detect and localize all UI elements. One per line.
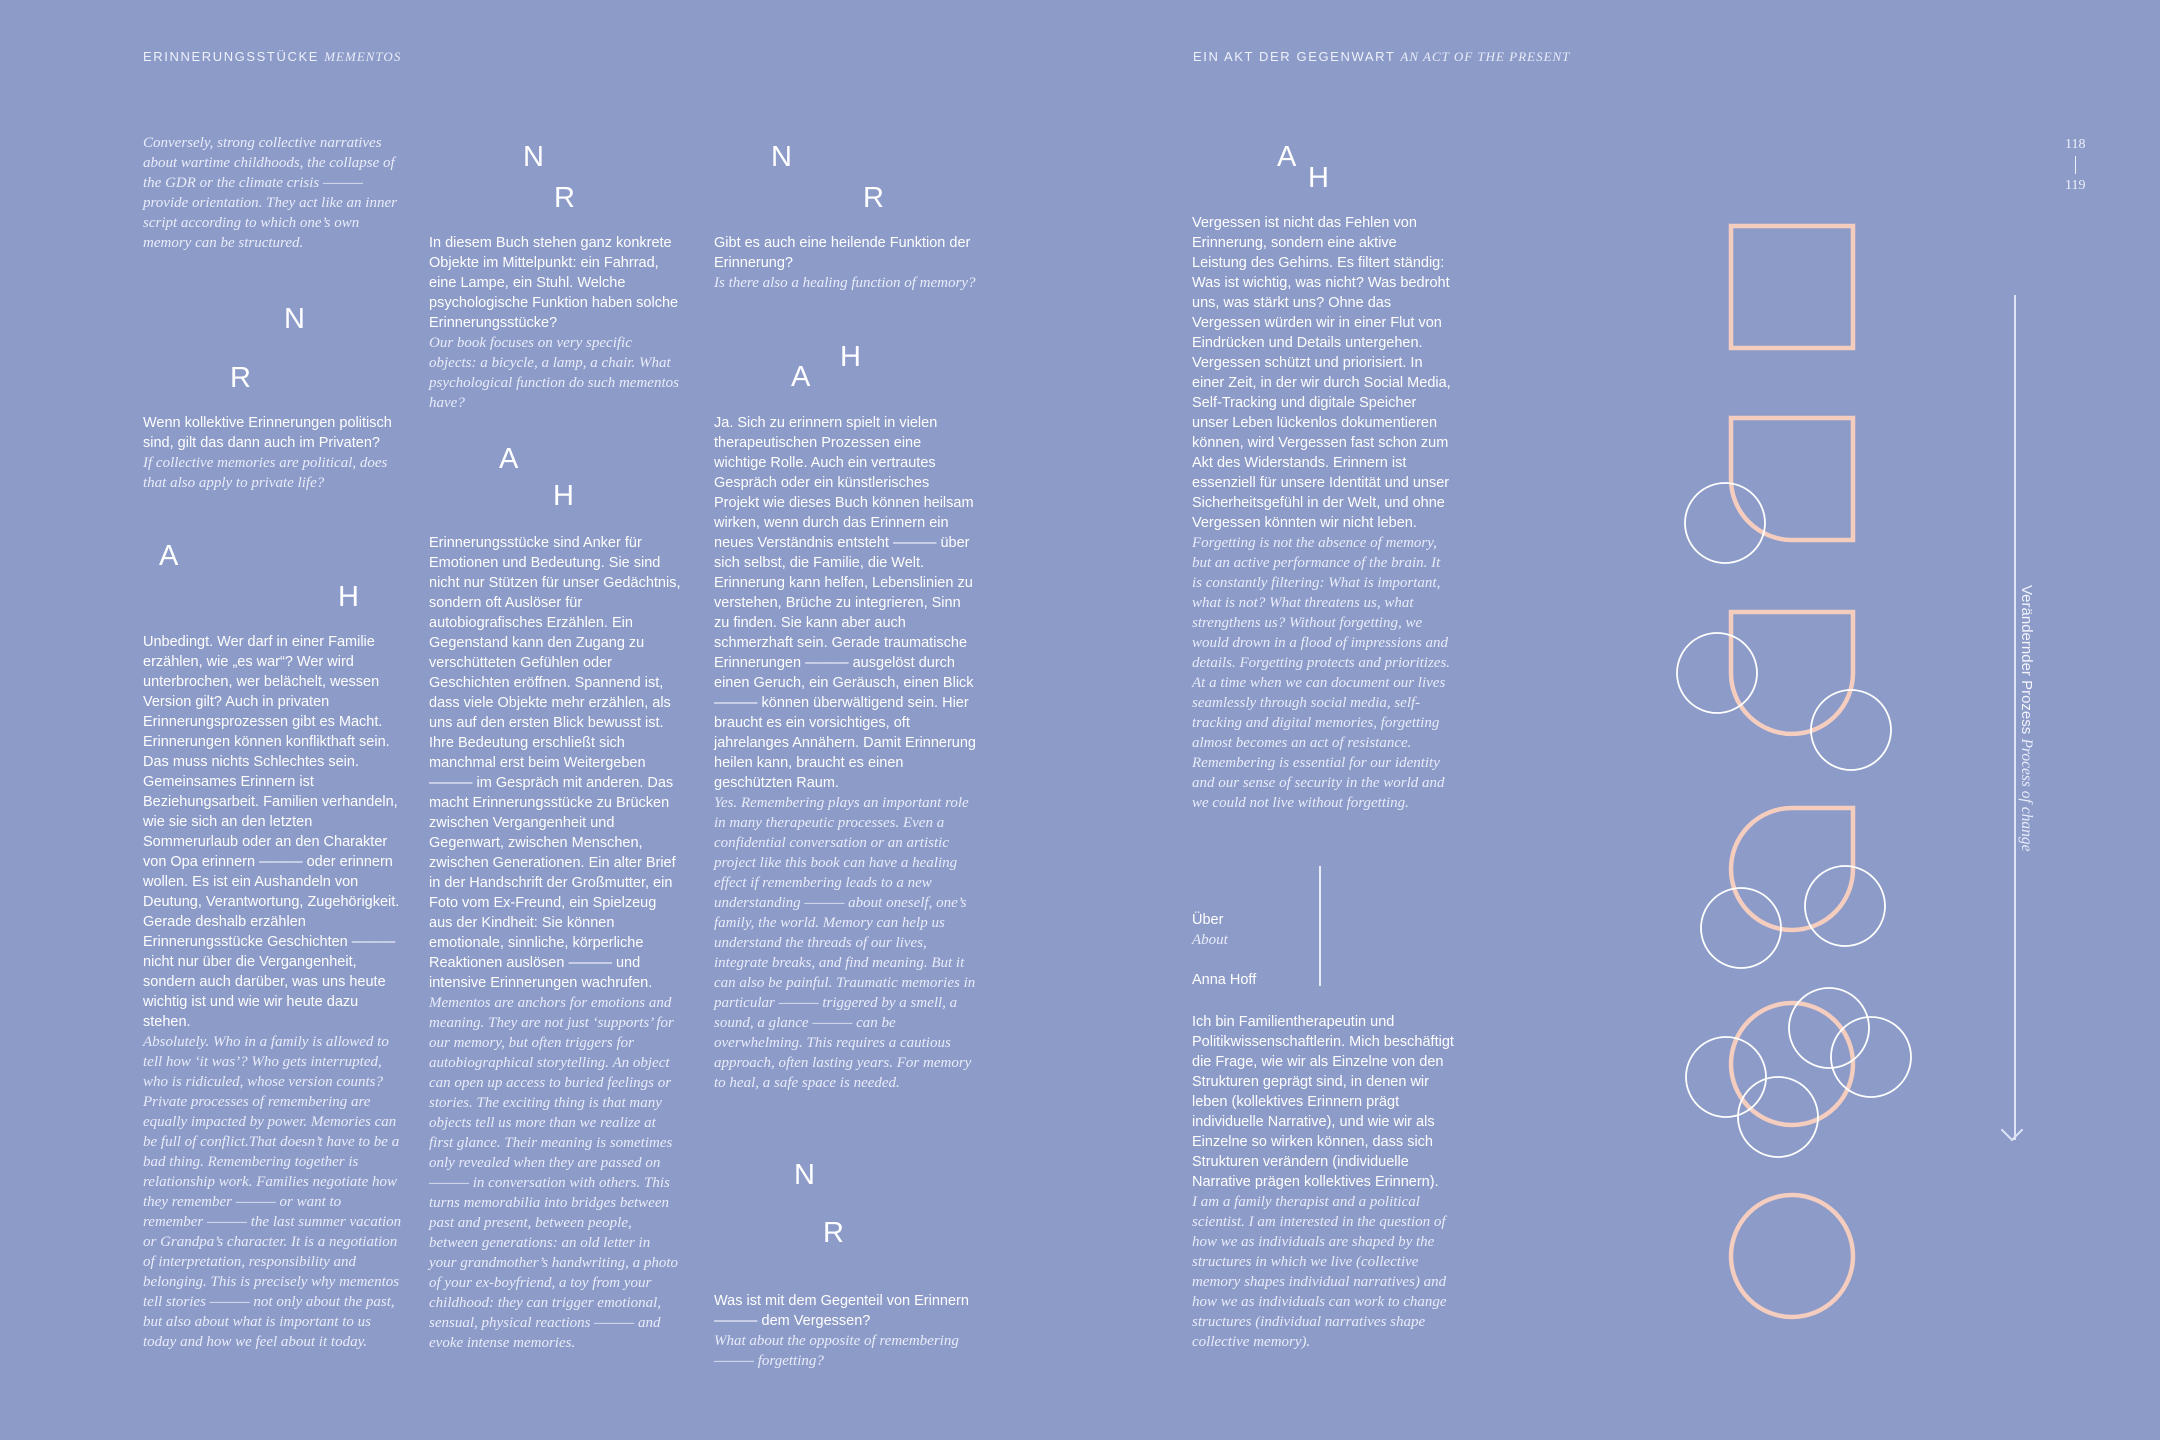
circle-outline [1811, 690, 1891, 770]
answer-de: Erinnerungsstücke sind Anker für Emotionen und Bedeutung. Sie sind nicht nur Stützen für unser Gedächtnis, sondern oft Auslöser für autobiografisches Erzählen. Ein Gegenstand kann den Zugang zu verschütteten Gefühlen oder Geschichten eröffnen. Spannend ist, dass viele Objekte mehr erzählen, als uns auf den ersten Blick bewusst ist. Ihre Bedeutung erschließt sich manchmal erst beim Weitergeben ——— im Gespräch mit anderen. Das macht Erinnerungsstücke zu Brücken zwischen Vergangenheit und Gegenwart, zwischen Menschen, zwischen Generationen. Ein alter Brief in der Handschrift der Großmutter, ein Foto vom Ex-Freund, ein Spielzeug aus der Kindheit: Sie können emotionale, sinnliche, körperliche Reaktionen auslösen ——— und intensive Erinnerungen wachrufen. [429, 535, 681, 991]
question-de: In diesem Buch stehen ganz konkrete Objekte im Mittelpunkt: ein Fahrrad, eine Lampe, ein Stuhl. Welche psychologische Funktion haben solche Erinnerungsstücke? [429, 235, 679, 331]
stage-half-round-shape [1731, 612, 1853, 734]
circle-outline [1831, 1017, 1911, 1097]
circle-outline [1738, 1077, 1818, 1157]
about-label-de: Über [1192, 912, 1224, 928]
letter-a: A [1277, 141, 1297, 173]
letter-n: N [794, 1159, 815, 1191]
intro-text-en: Conversely, strong collective narratives about wartime childhoods, the collapse of the GDR or the climate crisis ——— provide orientation. They act like an inner script according to which one’s own memory can be structured. [143, 135, 397, 251]
letter-n: N [523, 141, 544, 173]
page-number-right: 119 [2065, 178, 2086, 193]
stage-drop-shape [1731, 808, 1853, 930]
circle-outline [1686, 1037, 1766, 1117]
letter-h: H [553, 480, 574, 512]
question-de: Gibt es auch eine heilende Funktion der Erinnerung? [714, 235, 971, 271]
stage-circle-shape [1731, 1195, 1853, 1317]
letter-h: H [840, 341, 861, 373]
page-number-left: 118 [2065, 137, 2086, 152]
process-caption-de: Verändernder Prozess [2018, 585, 2035, 735]
question-en: What about the opposite of remembering ——— forgetting? [714, 1333, 959, 1369]
question-en: If collective memories are political, does that also apply to private life? [143, 455, 388, 491]
author-name: Anna Hoff [1192, 972, 1257, 988]
stage-near-circle-shape [1731, 1003, 1853, 1125]
answer-de: Unbedingt. Wer darf in einer Familie erzählen, wie „es war“? Wer wird unterbrochen, wer belächelt, wessen Version gilt? Auch in privaten Erinnerungsprozessen gibt es Macht. Erinnerungen können konflikthaft sein. Das muss nichts Schlechtes sein. Gemeinsames Erinnern ist Beziehungsarbeit. Familien verhandeln, wie sie sich an den letzten Sommerurlaub oder an den Charakter von Opa erinnern ——— oder erinnern wollen. Es ist ein Aushandeln von Deutung, Verantwortung, Zugehörigkeit. Gerade deshalb erzählen Erinnerungsstücke Geschichten ——— nicht nur über die Vergangenheit, sondern auch darüber, was uns heute wichtig ist und wie wir heute dazu stehen. [143, 634, 400, 1030]
answer-en: Mementos are anchors for emotions and meaning. They are not just ‘supports’ for our memory, but often triggers for autobiographical storytelling. An object can open up access to buried feelings or stories. The exciting thing is that many objects tell us more than we realize at first glance. Their meaning is sometimes only revealed when they are passed on ——— in conversation with others. This turns memorabilia into bridges between past and present, between people, between generations: an old letter in your grandmother’s handwriting, a photo of your ex-boyfriend, a toy from your childhood: they can trigger emotional, sensual, physical reactions ——— and evoke intense memories. [429, 995, 679, 1351]
stage-rounded-square-shape [1731, 418, 1853, 540]
bio-de: Ich bin Familientherapeutin und Politikwissenschaftlerin. Mich beschäftigt die Frage, wie wir als Einzelne von den Strukturen geprägt sind, in denen wir leben (kollektives Erinnern prägt individuelle Narrative), und wie wir als Einzelne so wirken können, dass sich Strukturen verändern (individuelle Narrative prägen kollektives Erinnern). [1192, 1014, 1454, 1190]
letter-r: R [230, 362, 251, 394]
letter-n: N [771, 141, 792, 173]
header-right-de: EIN AKT DER GEGENWART [1193, 49, 1396, 64]
letter-a: A [159, 540, 179, 572]
letter-n: N [284, 303, 305, 335]
header-left-de: ERINNERUNGSSTÜCKE [143, 49, 319, 64]
stage-square-shape [1731, 226, 1853, 348]
answer-en: Forgetting is not the absence of memory, but an active performance of the brain. It is constantly filtering: What is important, what is not? What threatens us, what strengthens us? Without forgetting, we would drown in a flood of impressions and details. Forgetting protects and prioritizes. At a time when we can document our lives seamlessly through social media, self-tracking and digital memories, forgetting almost becomes an act of resistance. Remembering is essential for our identity and our sense of security in the world and we could not live without forgetting. [1192, 535, 1451, 811]
answer-en: Yes. Remembering plays an important role in many therapeutic processes. Even a confidential conversation or an artistic project like this book can have a healing effect if remembering leads to a new understanding ——— about oneself, one’s family, the world. Memory can help us understand the threads of our lives, integrate breaks, and find meaning. But it can also be painful. Traumatic memories in particular ——— triggered by a smell, a sound, a glance ——— can be overwhelming. This requires a cautious approach, often lasting years. For memory to heal, a safe space is needed. [714, 795, 976, 1091]
circle-outline [1805, 866, 1885, 946]
letter-r: R [554, 182, 575, 214]
question-de: Was ist mit dem Gegenteil von Erinnern ——— dem Vergessen? [714, 1293, 969, 1329]
process-caption-en: Process of change [2018, 738, 2035, 852]
answer-en: Absolutely. Who in a family is allowed to tell how ‘it was’? Who gets interrupted, who is ridiculed, whose version counts? Private processes of remembering are equally impacted by power. Memories can be full of conflict.That doesn’t have to be a bad thing. Remembering together is relationship work. Families negotiate how they remember ——— or want to remember ——— the last summer vacation or Grandpa’s character. It is a negotiation of interpretation, responsibility and belonging. This is precisely why mementos tell stories ——— not only about the past, but also about what is important to us today and how we feel about it today. [143, 1034, 402, 1350]
answer-de: Vergessen ist nicht das Fehlen von Erinnerung, sondern eine aktive Leistung des Gehirns. Es filtert ständig: Was ist wichtig, was nicht? Was bedroht uns, was stärkt uns? Ohne das Vergessen würden wir in einer Flut von Eindrücken und Details untergehen. Vergessen schützt und priorisiert. In einer Zeit, in der wir durch Social Media, Self-Tracking und digitale Speicher unser Leben lückenlos dokumentieren können, wird Vergessen fast schon zum Akt des Widerstands. Erinnern ist essenziell für unsere Identität und unser Sicherheitsgefühl in der Welt, und ohne Vergessen könnten wir nicht leben. [1192, 215, 1451, 531]
circle-outline [1677, 633, 1757, 713]
process-arrow-line [2014, 295, 2016, 1140]
answer-de: Ja. Sich zu erinnern spielt in vielen therapeutischen Prozessen eine wichtige Rolle. Auch ein vertrautes Gespräch oder ein künstlerisches Projekt wie dieses Buch können heilsam wirken, wenn durch das Erinnern ein neues Verständnis entsteht ——— über sich selbst, die Familie, die Welt. Erinnerung kann helfen, Lebenslinien zu verstehen, Brüche zu integrieren, Sinn zu finden. Sie kann aber auch schmerzhaft sein. Gerade traumatische Erinnerungen ——— ausgelöst durch einen Geruch, ein Geräusch, einen Blick ——— können überwältigend sein. Hier braucht es ein vorsichtiges, oft jahrelanges Annähern. Damit Erinnerung heilen kann, braucht es einen geschützten Raum. [714, 415, 976, 791]
letter-a: A [499, 443, 519, 475]
letter-r: R [863, 182, 884, 214]
letter-h: H [338, 581, 359, 613]
question-de: Wenn kollektive Erinnerungen politisch sind, gilt das dann auch im Privaten? [143, 415, 392, 451]
circle-outline [1789, 988, 1869, 1068]
letter-a: A [791, 361, 811, 393]
letter-h: H [1308, 162, 1329, 194]
header-right-en: AN ACT OF THE PRESENT [1400, 49, 1571, 64]
question-en: Our book focuses on very specific objects: a bicycle, a lamp, a chair. What psychological function do such mementos have? [429, 335, 679, 411]
about-label-en: About [1192, 932, 1228, 948]
letter-r: R [823, 1217, 844, 1249]
bio-en: I am a family therapist and a political scientist. I am interested in the question of how we as individuals are shaped by the structures in which we live (collective memory shapes individual narratives) and how we as individuals can work to change structures (individual narratives shape collective memory). [1192, 1194, 1447, 1350]
question-en: Is there also a healing function of memory? [714, 275, 976, 291]
header-left-en: MEMENTOS [324, 49, 402, 64]
process-caption [2017, 585, 2035, 852]
